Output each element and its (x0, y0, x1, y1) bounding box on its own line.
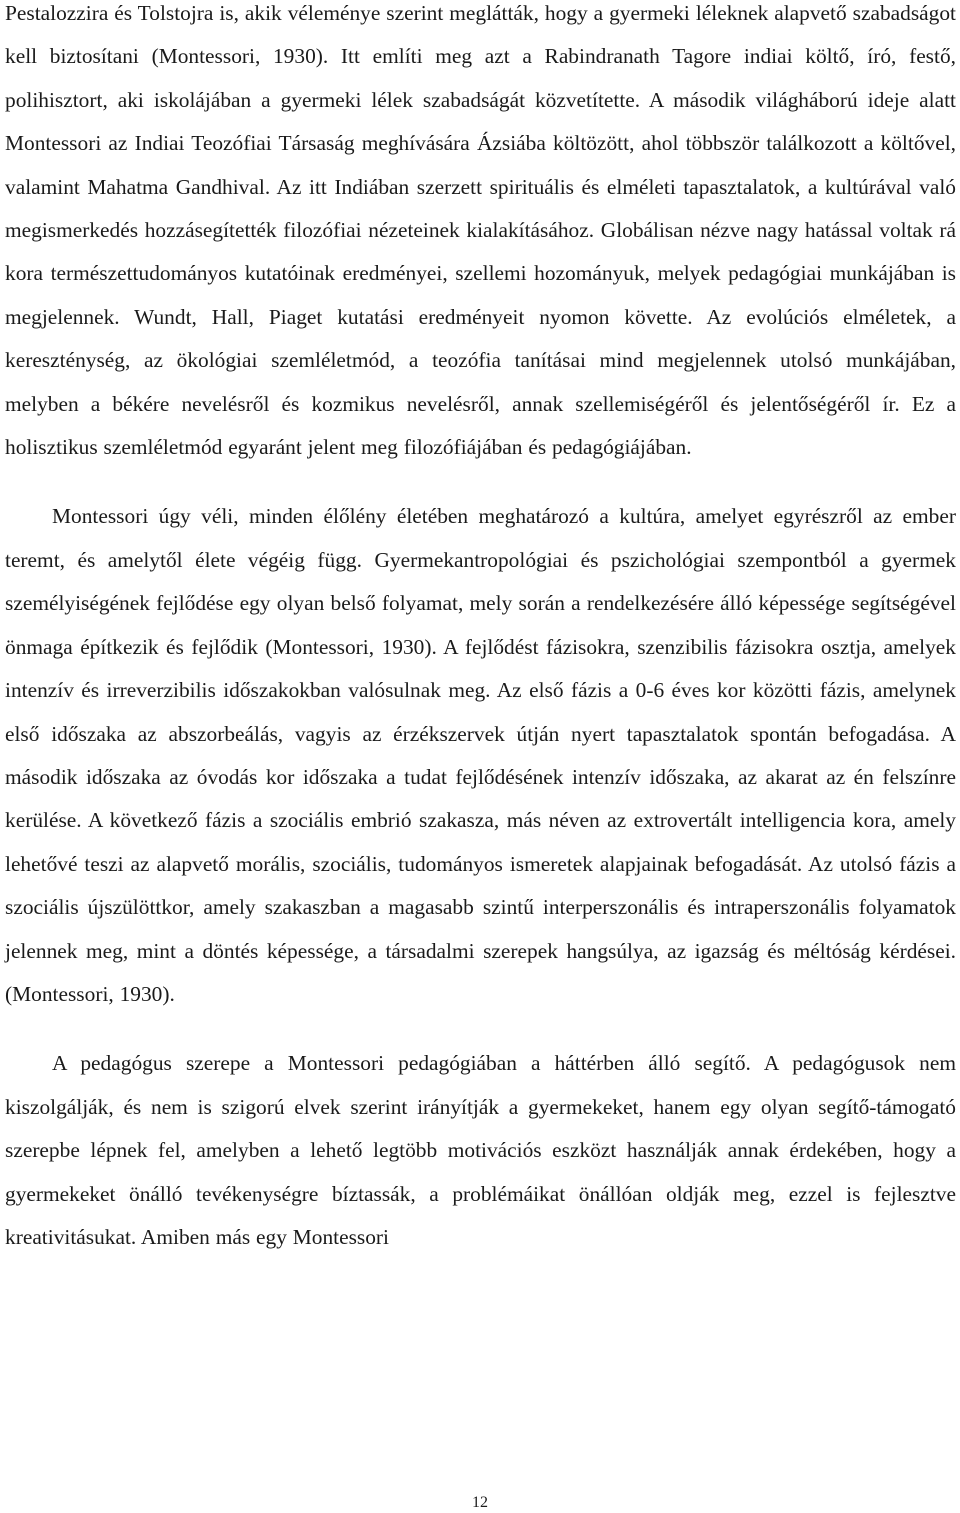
paragraph-montessori-influences: Pestalozzira és Tolstojra is, akik véleménye szerint meglátták, hogy a gyermeki léleknek alapvető szabadságot kell biztosítani (Montessori, 1930). Itt említi meg azt a Rabindranath Tagore indiai költő, író, festő, polihisztort, aki iskolájában a gyermeki lélek szabadságát közvetítette. A második világháború ideje alatt Montessori az Indiai Teozófiai Társaság meghívására Ázsiába költözött, ahol többször találkozott a költővel, valamint Mahatma Gandhival. Az itt Indiában szerzett spirituális és elméleti tapasztalatok, a kultúrával való megismerkedés hozzásegítették filozófiai nézeteinek kialakításához. Globálisan nézve nagy hatással voltak rá kora természettudományos kutatóinak eredményei, szellemi hozományuk, melyek pedagógiai munkájában is megjelennek. Wundt, Hall, Piaget kutatási eredményeit nyomon követte. Az evolúciós elméletek, a kereszténység, az ökológiai szemléletmód, a teozófia tanításai mind megjelennek utolsó munkájában, melyben a békére nevelésről és kozmikus nevelésről, annak szellemiségéről és jelentőségéről ír. Ez a holisztikus szemléletmód egyaránt jelent meg filozófiájában és pedagógiájában. (5, 1, 956, 460)
paragraph-role-of-teacher: A pedagógus szerepe a Montessori pedagógiában a háttérben álló segítő. A pedagógusok nem kiszolgálják, és nem is szigorú elvek szerint irányítják a gyermekeket, hanem egy olyan segítő-támogató szerepbe lépnek fel, amelyben a lehető legtöbb motivációs eszközt használják annak érdekében, hogy a gyermekeket önálló tevékenységre bíztassák, a problémáikat önállóan oldják meg, ezzel is fejlesztve kreativitásukat. Amiben más egy Montessori (5, 1051, 956, 1249)
page-number: 12 (472, 1494, 488, 1511)
paragraph-culture-and-development-phases: Montessori úgy véli, minden élőlény életében meghatározó a kultúra, amelyet egyrészről az ember teremt, és amelytől élete végéig függ. Gyermekantropológiai és pszichológiai szempontból a gyermek személyiségének fejlődése egy olyan belső folyamat, mely során a rendelkezésére álló képessége segítségével önmaga építkezik és fejlődik (Montessori, 1930). A fejlődést fázisokra, szenzibilis fázisokra osztja, amelyek intenzív és irreverzibilis időszakokban valósulnak meg. Az első fázis a 0-6 éves kor közötti fázis, amelynek első időszaka az abszorbeálás, vagyis az érzékszervek útján nyert tapasztalatok spontán befogadása. A második időszaka az óvodás kor időszaka a tudat fejlődésének intenzív időszaka, az akarat az én felszínre kerülése. A következő fázis a szociális embrió szakasza, más néven az extrovertált intelligencia kora, amely lehetővé teszi az alapvető morális, szociális, tudományos ismeretek alapjainak befogadását. Az utolsó fázis a szociális újszülöttkor, amely szakaszban a magasabb szintű interperszonális és intraperszonális folyamatok jelennek meg, mint a döntés képessége, a társadalmi szerepek hangsúlya, az igazság és méltóság kérdései. (Montessori, 1930). (5, 504, 956, 1006)
document-page (5, 0, 956, 1259)
